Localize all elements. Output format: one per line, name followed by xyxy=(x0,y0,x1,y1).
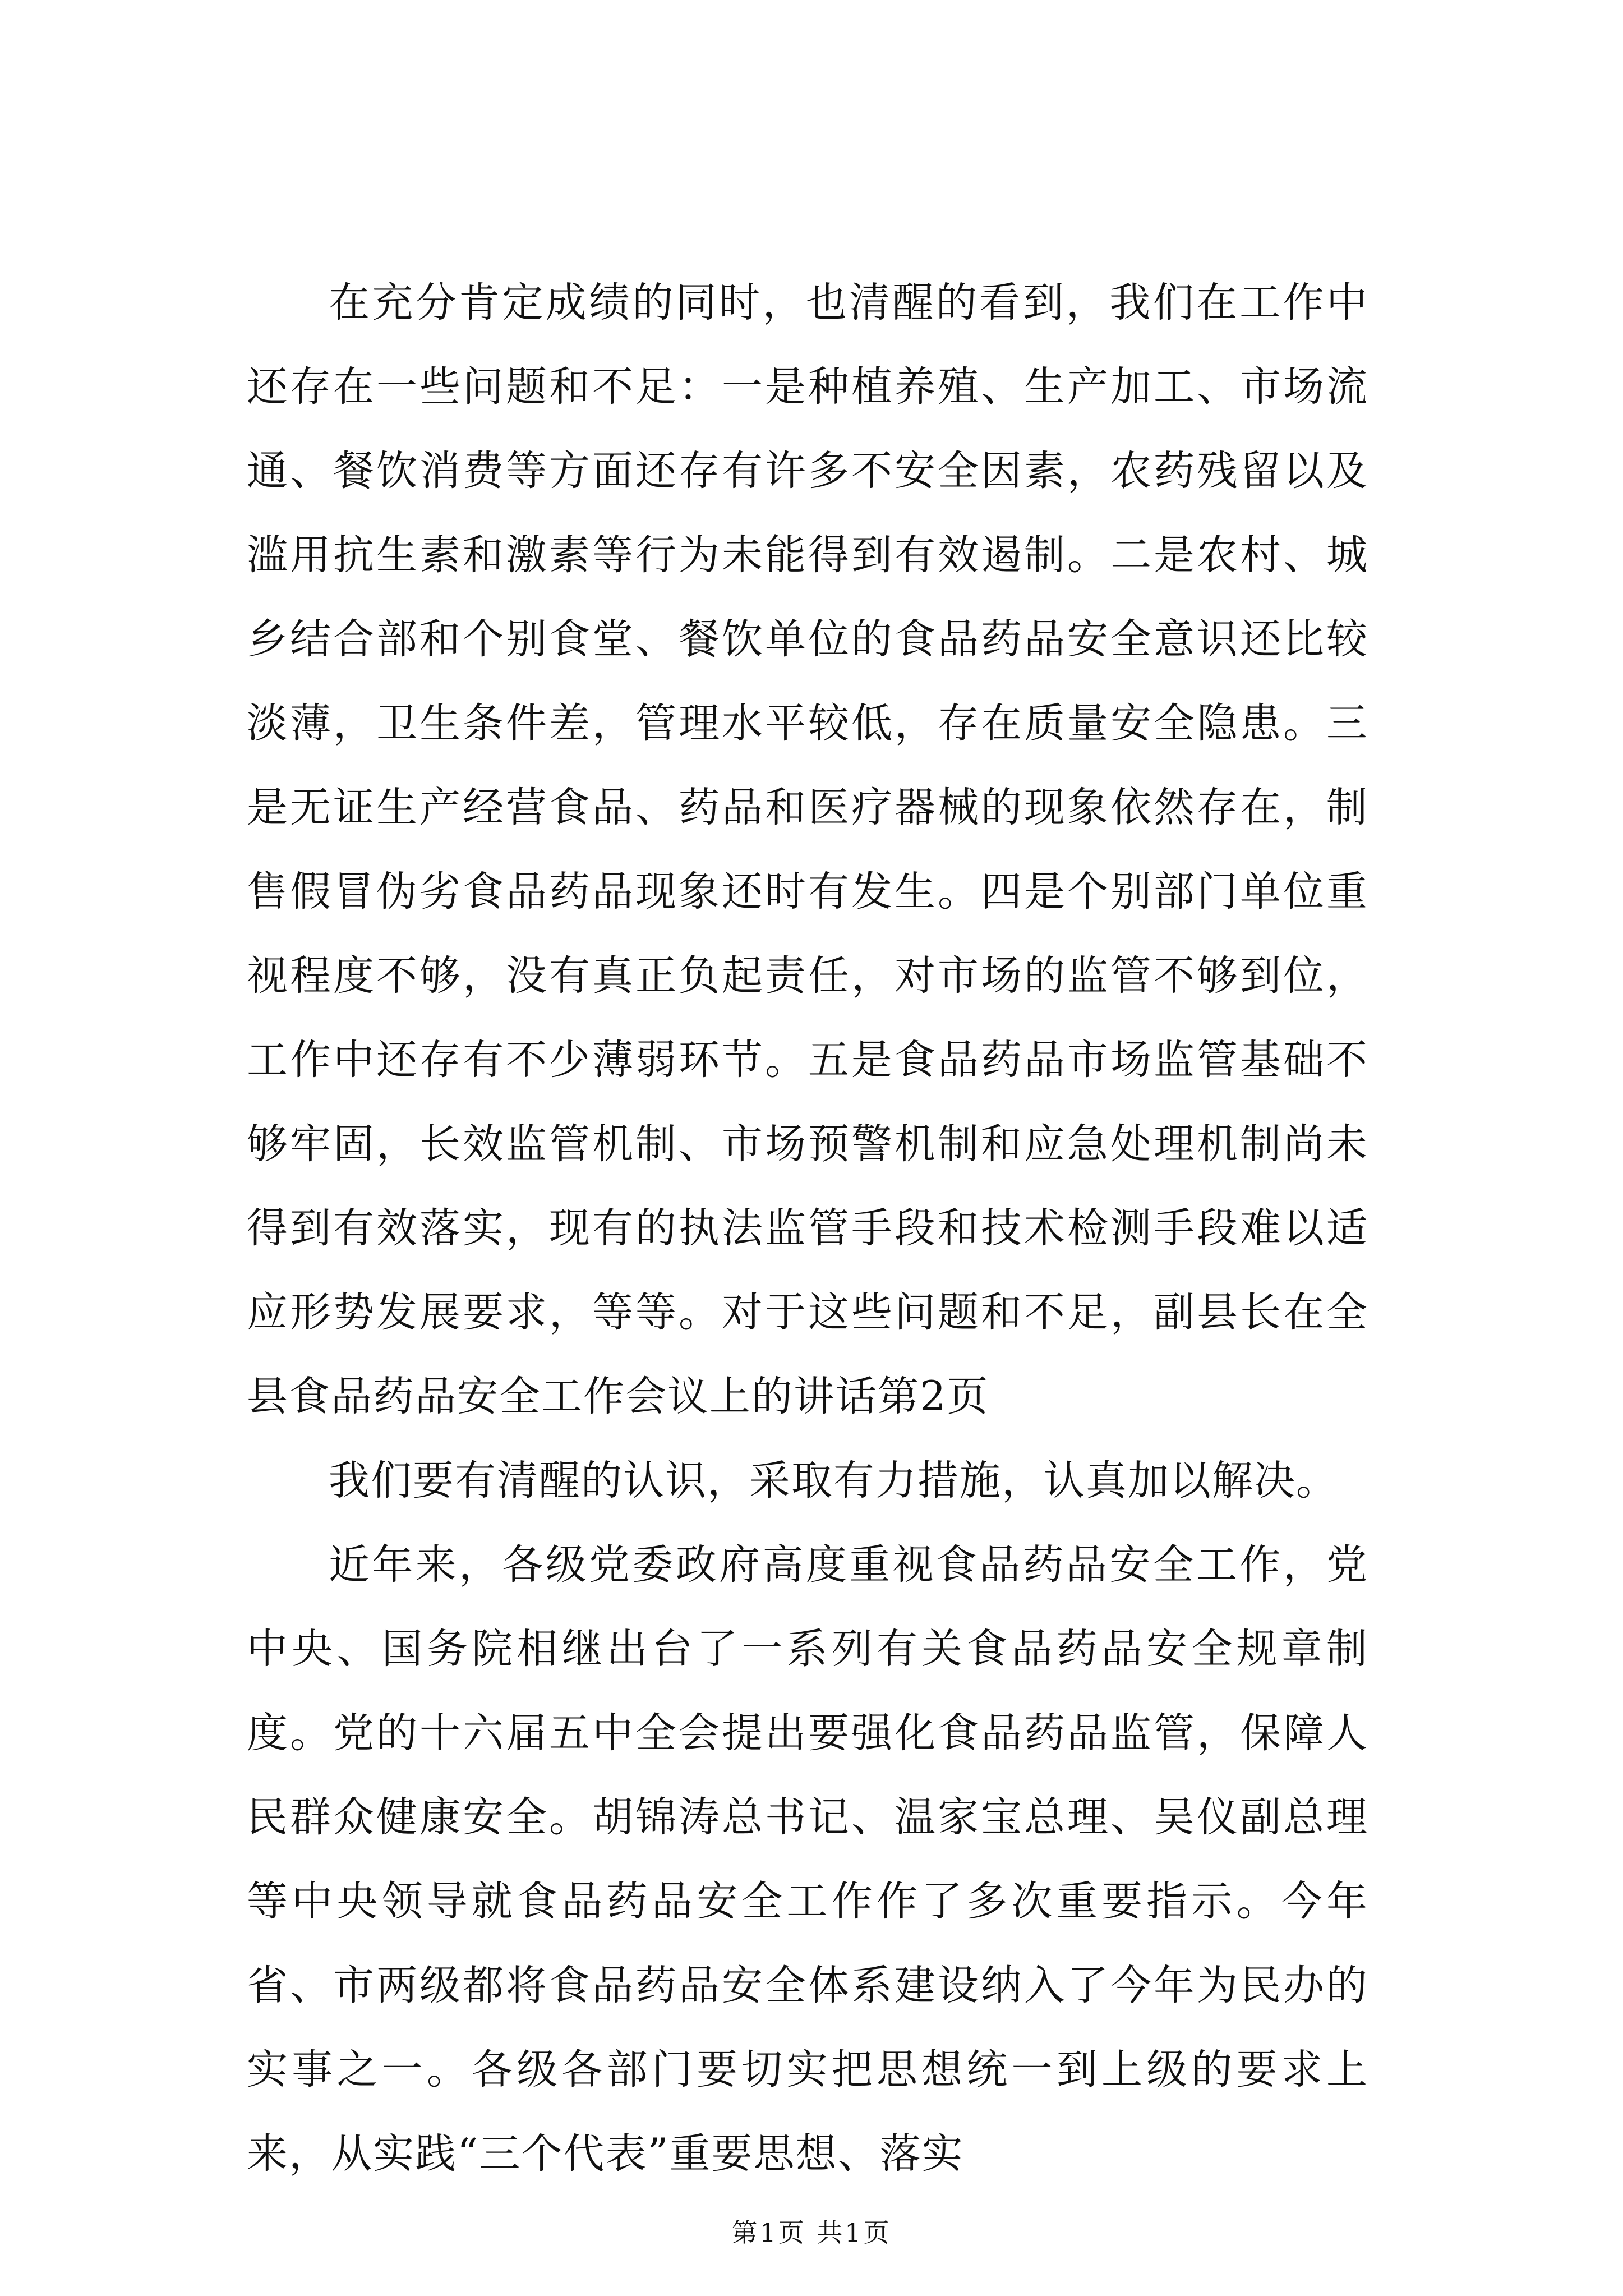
paragraph-resolve: 我们要有清醒的认识，采取有力措施，认真加以解决。 xyxy=(329,1457,1338,1504)
document-body xyxy=(247,261,1368,2196)
paragraph-problems: 在充分肯定成绩的同时，也清醒的看到，我们在工作中还存在一些问题和不足：一是种植养殖、生产加工、市场流通、餐饮消费等方面还存有许多不安全因素，农药残留以及滥用抗生素和激素等行为未能得到有效遏制。二是农村、城乡结合部和个别食堂、餐饮单位的食品药品安全意识还比较淡薄，卫生条件差，管理水平较低，存在质量安全隐患。三是无证生产经营食品、药品和医疗器械的现象依然存在，制售假冒伪劣食品药品现象还时有发生。四是个别部门单位重视程度不够，没有真正负起责任，对市场的监管不够到位，工作中还存有不少薄弱环节。五是食品药品市场监管基础不够牢固，长效监管机制、市场预警机制和应急处理机制尚未得到有效落实，现有的执法监管手段和技术检测手段难以适应形势发展要求，等等。对于这些问题和不足，副县长在全县食品药品安全工作会议上的讲话第2页 xyxy=(247,279,1368,1420)
page-footer: 第1页 共1页 xyxy=(731,2217,892,2248)
paragraph-recent-years: 近年来，各级党委政府高度重视食品药品安全工作，党中央、国务院相继出台了一系列有关食品药品安全规章制度。党的十六届五中全会提出要强化食品药品监管，保障人民群众健康安全。胡锦涛总书记、温家宝总理、吴仪副总理等中央领导就食品药品安全工作作了多次重要指示。今年省、市两级都将食品药品安全体系建设纳入了今年为民办的实事之一。各级各部门要切实把思想统一到上级的要求上来，从实践“三个代表”重要思想、落实 xyxy=(247,1541,1368,2178)
